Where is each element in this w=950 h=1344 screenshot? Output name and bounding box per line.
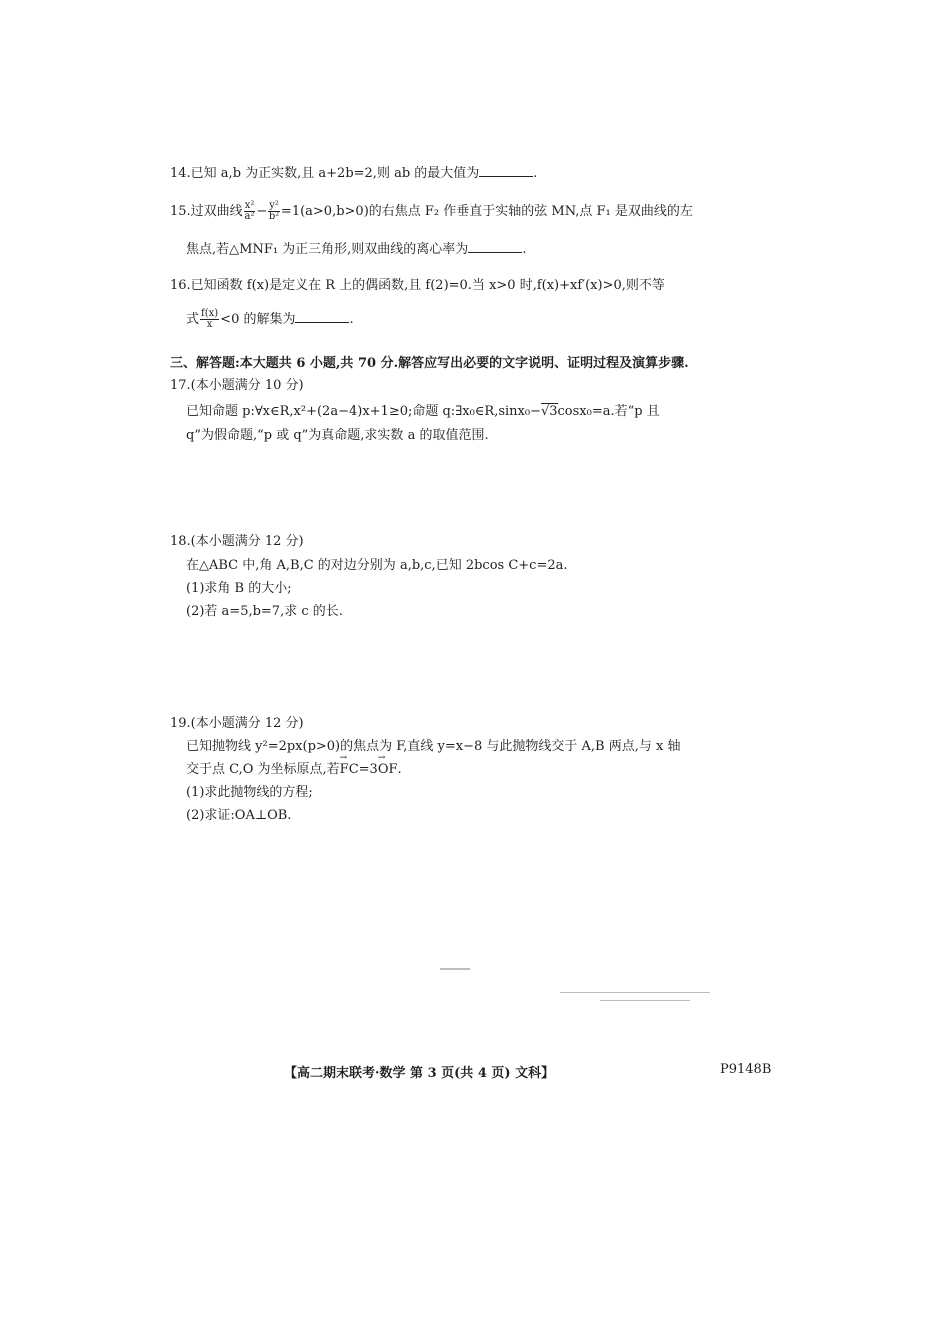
question-16-line-2: 式 $\frac{f(x)}{x}$ <0 的解集为 .	[186, 308, 354, 330]
fraction-y2-b2: $\frac{\text{y²}}{\text{b²}}$	[268, 200, 280, 222]
question-19-part-2: (2)求证:OA⊥OB.	[186, 808, 292, 823]
question-19-line-2: 交于点 C,O 为坐标原点,若→ FC=3→ OF.	[186, 758, 402, 777]
document-code: P9148B	[720, 1062, 772, 1077]
answer-blank	[295, 310, 349, 323]
vector-fc: → FC	[340, 762, 359, 777]
fraction-x2-a2: $\frac{\text{x²}}{\text{a²}}$	[244, 200, 255, 222]
answer-blank	[468, 240, 522, 253]
page-footer: 【高二期末联考·数学 第 3 页(共 4 页) 文科】	[284, 1066, 555, 1081]
scan-speck	[600, 1000, 690, 1001]
sqrt-3: √3	[540, 404, 558, 419]
question-18-line-1: 在△ABC 中,角 A,B,C 的对边分别为 a,b,c,已知 2bcos C+c=2a.	[186, 558, 568, 573]
question-18-part-2: (2)若 a=5,b=7,求 c 的长.	[186, 604, 343, 619]
question-19-part-1: (1)求此抛物线的方程;	[186, 785, 313, 800]
question-17-line-1: 已知命题 p:∀x∈R,x²+(2a−4)x+1≥0;命题 q:∃x₀∈R,sinx₀−√3cosx₀=a.若“p 且	[186, 404, 660, 419]
scan-speck	[560, 992, 710, 993]
question-17-line-2: q”为假命题,“p 或 q”为真命题,求实数 a 的取值范围.	[186, 428, 489, 443]
section-3-heading: 三、解答题:本大题共 6 小题,共 70 分.解答应写出必要的文字说明、证明过程及演算步骤.	[170, 356, 689, 371]
scan-speck	[440, 968, 470, 970]
question-18-part-1: (1)求角 B 的大小;	[186, 581, 292, 596]
question-19-header: 19.(本小题满分 12 分)	[170, 716, 304, 731]
question-19-line-1: 已知抛物线 y²=2px(p>0)的焦点为 F,直线 y=x−8 与此抛物线交于 A,B 两点,与 x 轴	[186, 739, 681, 754]
question-18-header: 18.(本小题满分 12 分)	[170, 534, 304, 549]
answer-blank	[479, 164, 533, 177]
question-17-header: 17.(本小题满分 10 分)	[170, 378, 304, 393]
question-14: 14.已知 a,b 为正实数,且 a+2b=2,则 ab 的最大值为 .	[170, 166, 538, 181]
vector-of: → OF	[378, 762, 398, 777]
fraction-fx-x: $\frac{f(x)}{x}$	[201, 308, 219, 330]
question-16-line-1: 16.已知函数 f(x)是定义在 R 上的偶函数,且 f(2)=0.当 x>0 时,f(x)+xf′(x)>0,则不等	[170, 278, 665, 293]
question-15-line-1: 15.过双曲线 $\frac{\text{x²}}{\text{a²}}$ − $\frac{\text{y²}}{\text{b²}}$ =1(a>0,b>0)的右焦点 F₂ 作垂直于实轴的弦 MN,点 F₁ 是双曲线的左	[170, 200, 693, 222]
question-15-line-2: 焦点,若△MNF₁ 为正三角形,则双曲线的离心率为 .	[186, 242, 527, 257]
